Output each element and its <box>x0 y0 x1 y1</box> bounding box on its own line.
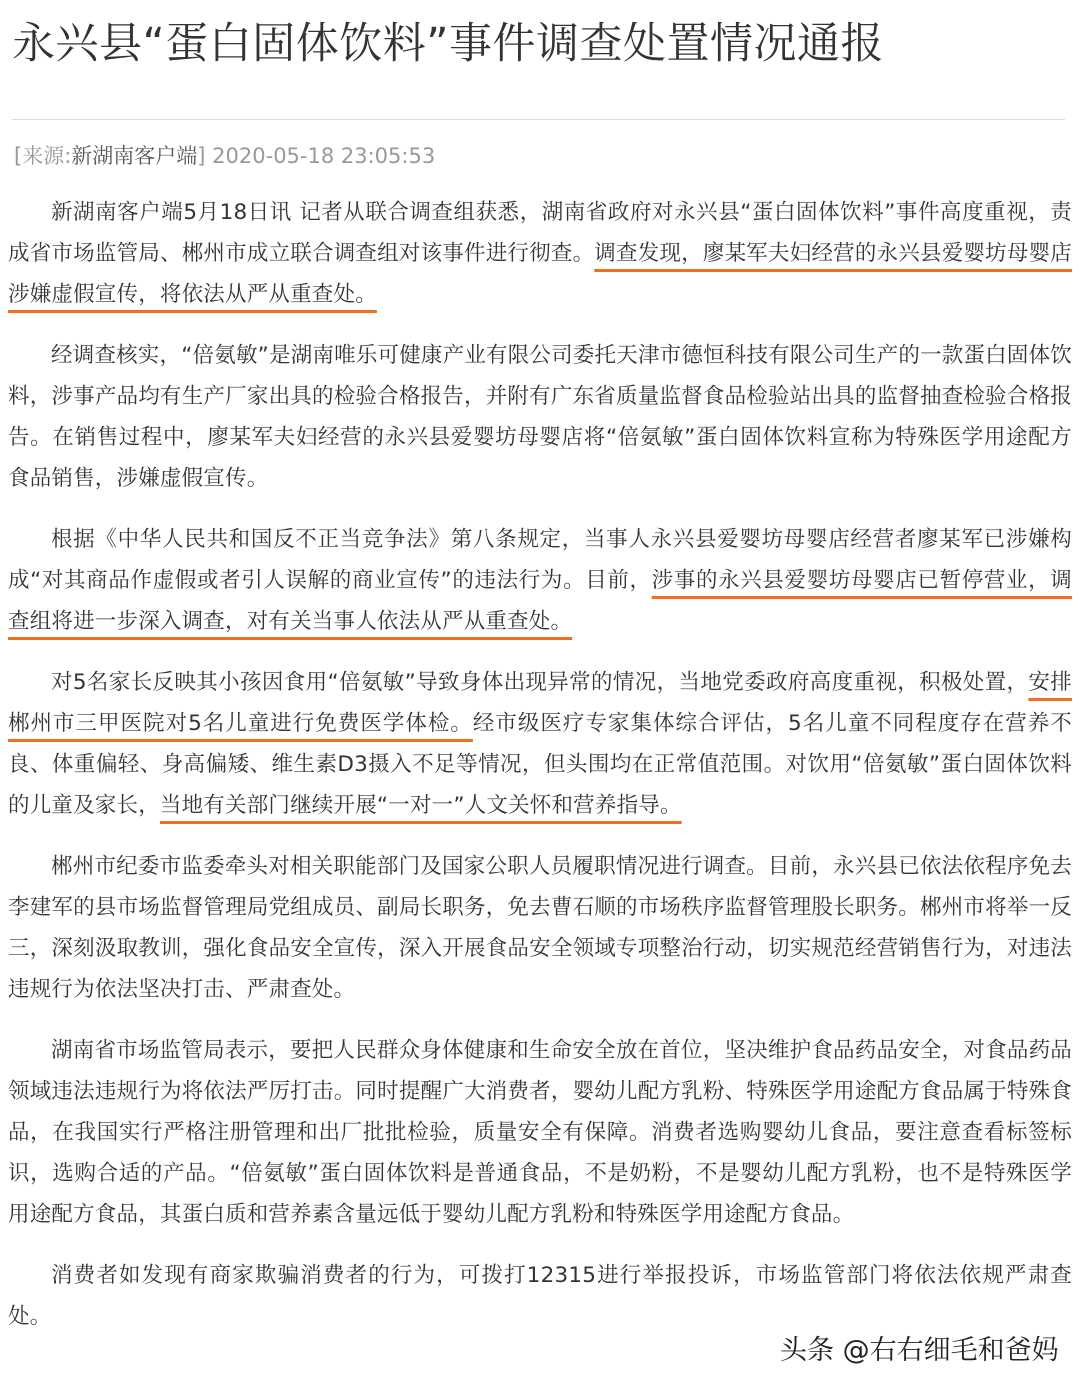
source-label: [来源: <box>14 144 72 168</box>
article-meta <box>14 140 435 170</box>
article-paragraph <box>8 846 1072 1010</box>
paragraph-text: 新湖南客户端5月18日讯 记者从联合调查组获悉，湖南省政府对永兴县“蛋白固体饮料”事件高度重视，责成省市场监管局、郴州市成立联合调查组对该事件进行彻查。 <box>8 200 1072 266</box>
article-paragraph <box>8 662 1072 826</box>
underlined-highlight: 安排郴州市三甲医院对5名儿童进行免费医学体检。 <box>8 670 1072 736</box>
article-title: 永兴县“蛋白固体饮料”事件调查处置情况通报 <box>12 19 885 69</box>
paragraph-text: 消费者如发现有商家欺骗消费者的行为，可拨打12315进行举报投诉，市场监管部门将依法依规严肃查处。 <box>8 1263 1072 1329</box>
title-divider <box>12 119 1065 120</box>
underlined-highlight: 涉事的永兴县爱婴坊母婴店已暂停营业，调查组将进一步深入调查，对有关当事人依法从严从重查处。 <box>8 568 1073 634</box>
underlined-highlight: 当地有关部门继续开展“一对一”人文关怀和营养指导。 <box>159 793 682 818</box>
source-name[interactable]: 新湖南客户端 <box>71 144 198 168</box>
paragraph-text: 根据《中华人民共和国反不正当竞争法》第八条规定，当事人永兴县爱婴坊母婴店经营者廖某军已涉嫌构成“对其商品作虚假或者引人误解的商业宣传”的违法行为。目前， <box>8 527 1072 593</box>
paragraph-text: 对5名家长反映其小孩因食用“倍氨敏”导致身体出现异常的情况，当地党委政府高度重视，积极处置， <box>51 670 1029 695</box>
underlined-highlight: 调查发现，廖某军夫妇经营的永兴县爱婴坊母婴店涉嫌虚假宣传，将依法从严从重查处。 <box>8 241 1073 307</box>
article-paragraph <box>8 519 1072 642</box>
article-paragraph <box>8 1030 1072 1235</box>
article-body <box>8 192 1072 1357</box>
source-close: ] <box>197 144 206 168</box>
article-paragraph <box>8 335 1072 499</box>
article-paragraph <box>8 192 1072 315</box>
paragraph-text: 湖南省市场监管局表示，要把人民群众身体健康和生命安全放在首位，坚决维护食品药品安全，对食品药品领域违法违规行为将依法严厉打击。同时提醒广大消费者，婴幼儿配方乳粉、特殊医学用途配方食品属于特殊食品，在我国实行严格注册管理和出厂批批检验，质量安全有保障。消费者选购婴幼儿食品，要注意查看标签标识，选购合适的产品。“倍氨敏”蛋白固体饮料是普通食品，不是奶粉，不是婴幼儿配方乳粉，也不是特殊医学用途配方食品，其蛋白质和营养素含量远低于婴幼儿配方乳粉和特殊医学用途配方食品。 <box>8 1038 1072 1227</box>
paragraph-text: 郴州市纪委市监委牵头对相关职能部门及国家公职人员履职情况进行调查。目前，永兴县已依法依程序免去李建军的县市场监督管理局党组成员、副局长职务，免去曹石顺的市场秩序监督管理股长职务。郴州市将举一反三，深刻汲取教训，强化食品安全宣传，深入开展食品安全领域专项整治行动，切实规范经营销售行为，对违法违规行为依法坚决打击、严肃查处。 <box>8 854 1072 1002</box>
article-paragraph <box>8 1255 1072 1337</box>
publish-datetime: 2020-05-18 23:05:53 <box>212 144 436 168</box>
watermark: 头条 @右右细毛和爸妈 <box>780 1328 1059 1367</box>
paragraph-text: 经市级医疗专家集体综合评估，5名儿童不同程度存在营养不良、体重偏轻、身高偏矮、维生素D3摄入不足等情况，但头围均在正常值范围。对饮用“倍氨敏”蛋白固体饮料的儿童及家长， <box>8 711 1072 818</box>
paragraph-text: 经调查核实，“倍氨敏”是湖南唯乐可健康产业有限公司委托天津市德恒科技有限公司生产的一款蛋白固体饮料，涉事产品均有生产厂家出具的检验合格报告，并附有广东省质量监督食品检验站出具的监督抽查检验合格报告。在销售过程中，廖某军夫妇经营的永兴县爱婴坊母婴店将“倍氨敏”蛋白固体饮料宣称为特殊医学用途配方食品销售，涉嫌虚假宣传。 <box>8 343 1072 491</box>
